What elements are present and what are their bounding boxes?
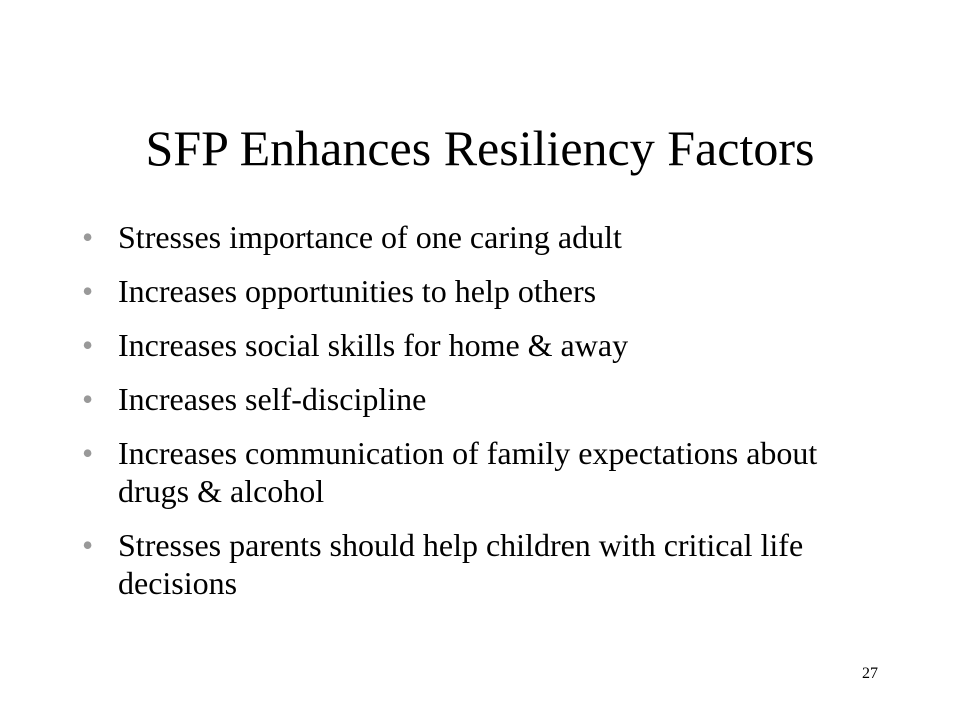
bullet-dot-icon: • <box>82 273 94 309</box>
slide-title: SFP Enhances Resiliency Factors <box>145 120 815 176</box>
page-number: 27 <box>862 665 878 682</box>
bullet-item <box>82 326 882 364</box>
bullet-list <box>82 218 882 618</box>
bullet-text: Increases communication of family expectations about drugs & alcohol <box>118 435 818 509</box>
bullet-dot-icon: • <box>82 327 94 363</box>
bullet-text: Increases social skills for home & away <box>118 327 629 363</box>
bullet-dot-icon: • <box>82 435 94 471</box>
bullet-text: Increases opportunities to help others <box>118 273 597 309</box>
bullet-item <box>82 434 882 510</box>
bullet-item <box>82 526 882 602</box>
bullet-item <box>82 380 882 418</box>
bullet-item <box>82 272 882 310</box>
bullet-dot-icon: • <box>82 527 94 563</box>
bullet-dot-icon: • <box>82 219 94 255</box>
bullet-dot-icon: • <box>82 381 94 417</box>
bullet-text: Stresses parents should help children with critical life decisions <box>118 527 804 601</box>
bullet-item <box>82 218 882 256</box>
bullet-text: Stresses importance of one caring adult <box>118 219 622 255</box>
bullet-text: Increases self-discipline <box>118 381 427 417</box>
